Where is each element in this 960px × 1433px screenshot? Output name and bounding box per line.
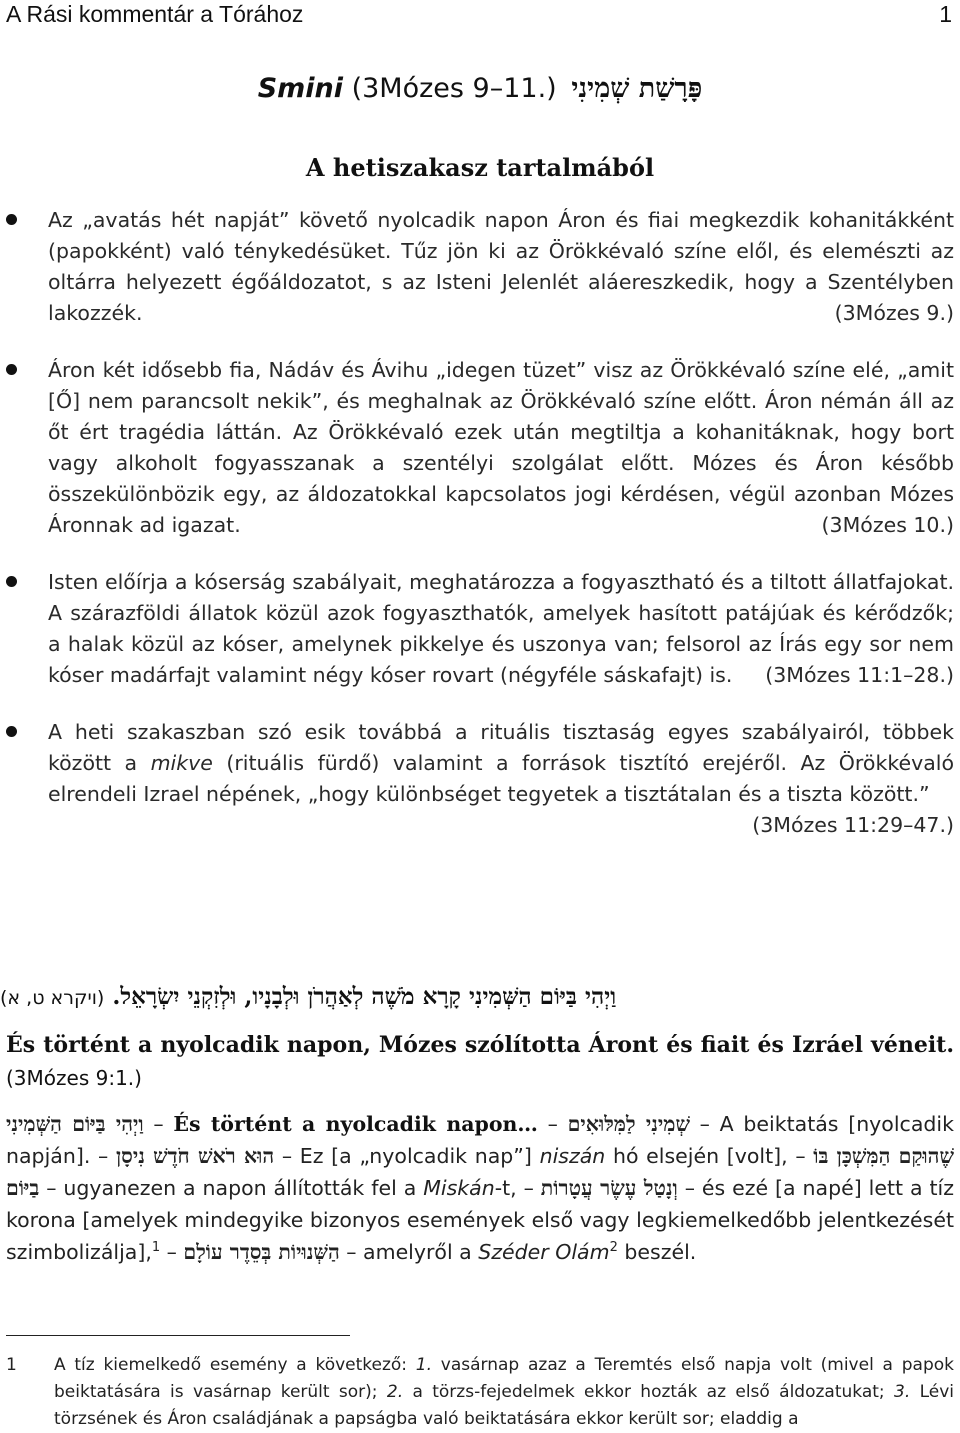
- commentary-text: beszél.: [617, 1240, 697, 1264]
- footnote-item: [6, 1352, 954, 1433]
- commentary-hebrew: שְׁמִינִי לַמִּלּוּאִים: [567, 1112, 690, 1136]
- commentary-hebrew: הַשְּׁנוּיוֹת בְּסֵדֶר עוֹלָם: [183, 1240, 340, 1264]
- translation-text: És történt a nyolcadik napon, Mózes szólította Áront és fiait és Izráel véneit.: [6, 1032, 954, 1058]
- section-heading: A hetiszakasz tartalmából: [305, 153, 655, 182]
- commentary-text: ugyanezen a napon állították fel a: [63, 1176, 424, 1200]
- commentary-text: és ezé [a napé] lett a tíz korona [amelyek mindegyike bizonyos események első vagy legkiemelkedőbb jelentkezését szimbolizálja],: [6, 1176, 954, 1264]
- list-item-ref: (3Mózes 10.): [821, 513, 954, 537]
- list-item-text: Isten előírja a kóserság szabályait, meghatározza a fogyasztható és a tiltott állatfajokat. A szárazföldi állatok közül azok fogyaszthatók, amelyek hasított patájúak és kérődzők; a halak közül az kóser, amelynek pikkelye és uszonya van; felsorol az Írás egy sor nem kóser madárfajt valamint négy kóser rovart (négyféle sáskafajt) is.: [48, 570, 954, 687]
- bullet-icon: [6, 576, 17, 587]
- list-item-ref: (3Mózes 9.): [834, 301, 954, 325]
- list-item-text: Az „avatás hét napját” követő nyolcadik napon Áron és fiai megkezdik kohanitákként (papokként) való ténykedésüket. Tűz jön ki az Örökkévaló színe elől, és elemészti az oltárra helyezett égőáldozatot, s az Isteni Jelenlét aláereszkedik, hogy a Szentélyben lakozzék.: [48, 208, 954, 325]
- footnote-text: A tíz kiemelkedő esemény a következő:: [54, 1355, 416, 1375]
- list-item-text: Áron két idősebb fia, Nádáv és Ávihu „idegen tüzet” visz az Örökkévaló színe elé, „amit [Ő] nem parancsolt nekik”, és meghalnak az Örökkévaló színe előtt. Áron némán áll az őt ért tragédia láttán. Az Örökkévaló ezek után megtiltja a kohanitáknak, hogy bort vagy alkoholt fogyasszanak a szentélyi szolgálat előtt. Mózes és Áron később összekülönbözik egy, az áldozatokkal kapcsolatos jogi kérdésen, végül azonban Mózes Áronnak ad igazat.: [48, 358, 954, 537]
- parasha-name: Smini: [257, 73, 343, 104]
- verse-ref: (ויקרא ט, א): [0, 987, 105, 1009]
- footnote-number: 1: [6, 1355, 17, 1375]
- commentary-hebrew: וְנָטַל עֶשֶׂר עֲטָרוֹת: [540, 1176, 678, 1200]
- hebrew-verse: [0, 980, 954, 1015]
- footnote-marker[interactable]: 2: [609, 1240, 618, 1256]
- commentary-text: Ez [a „nyolcadik nap”]: [299, 1144, 540, 1168]
- list-item-text-cont: (rituális fürdő) valamint a források tisztító erejéről. Az Örökkévaló elrendeli Izrael népének, „hogy különbséget tegyetek a tisztátalan és a tiszta között.”: [48, 751, 954, 806]
- footnote-num: 3.: [894, 1382, 911, 1402]
- page-number: 1: [939, 1, 952, 27]
- footnote-text: vasárnap azaz a Teremtés első napja volt (mivel a papok beiktatására is vasárnap került sor);: [54, 1355, 954, 1402]
- list-item-italic: mikve: [150, 751, 213, 775]
- commentary-italic: Miskán: [423, 1176, 495, 1200]
- verse-translation: [6, 1029, 954, 1095]
- parasha-hebrew: פָּרָשַׁת שְׁמִינִי: [571, 73, 703, 104]
- footnote-marker[interactable]: 1: [151, 1240, 161, 1256]
- commentary-italic: niszán: [539, 1144, 606, 1168]
- commentary-hebrew: שֶׁהוּקַם הַמִּשְׁכָּן בּוֹ בַיּוֹם: [6, 1144, 954, 1200]
- translation-ref: (3Mózes 9:1.): [6, 1066, 142, 1090]
- footnotes: [6, 1352, 954, 1433]
- list-item-ref: (3Mózes 11:29–47.): [752, 813, 954, 837]
- header-title: A Rási kommentár a Tórához: [6, 1, 304, 27]
- commentary-text: hó elsején [volt],: [605, 1144, 788, 1168]
- list-item: [0, 567, 960, 691]
- parasha-ref: (3Mózes 9–11.): [351, 73, 557, 104]
- footnote-num: 1.: [415, 1355, 433, 1375]
- commentary-text: -t,: [494, 1176, 517, 1200]
- commentary-hebrew: הוּא רֹאשׁ חֹדֶשׁ נִיסָן: [115, 1144, 275, 1168]
- bullet-icon: [6, 214, 17, 225]
- summary-list: [0, 205, 960, 841]
- parasha-title: [0, 72, 960, 106]
- verse-text: וַיְהִי בַּיּוֹם הַשְּׁמִינִי קָרָא מֹשֶׁה לְאַהֲרֹן וּלְבָנָיו, וּלְזִקְנֵי יִשְׂרָאֵל.: [112, 983, 617, 1010]
- footnote-num: 2.: [386, 1382, 404, 1402]
- list-item: [0, 355, 960, 541]
- lemma-hebrew: וַיְהִי בַּיּוֹם הַשְּׁמִינִי: [6, 1112, 144, 1136]
- bullet-icon: [6, 364, 17, 375]
- lemma-translation: És történt a nyolcadik napon…: [173, 1112, 538, 1136]
- rashi-commentary: וַיְהִי בַּיּוֹם הַשְּׁמִינִי – És történt a nyolcadik napon… – שְׁמִינִי לַמִּלּוּאִים – A beiktatás [nyolcadik napján]. – הוּא רֹאשׁ חֹדֶשׁ נִיסָן – Ez [a „nyolcadik nap”] niszán hó elsején [volt], – שֶׁהוּקַם הַמִּשְׁכָּן בּוֹ בַיּוֹם – ugyanezen a napon állították fel a Miskán-t, – וְנָטַל עֶשֶׂר עֲטָרוֹת – és ezé [a napé] lett a tíz korona [amelyek mindegyike bizonyos események első vagy legkiemelkedőbb jelentkezését szimbolizálja],$^1$ – הַשְּׁנוּיוֹת בְּסֵדֶר עוֹלָם – amelyről a Széder Olám$^2$ beszél.: [6, 1112, 954, 1264]
- footnote-text: Lévi törzsének és Áron családjának a papságba való beiktatására ekkor került sor; eladdig a: [54, 1382, 954, 1429]
- running-header: [6, 0, 952, 34]
- bullet-icon: [6, 726, 17, 737]
- list-item: [0, 717, 960, 837]
- commentary-text: amelyről a: [363, 1240, 479, 1264]
- footnote-divider: [6, 1335, 350, 1336]
- commentary-text: A beiktatás [nyolcadik napján].: [6, 1112, 954, 1168]
- footnote-text: a törzs-fejedelmek ekkor hozták az első áldozatukat;: [403, 1382, 894, 1402]
- list-item-text: A heti szakaszban szó esik továbbá a rituális tisztaság egyes szabályairól, többek között a: [48, 720, 954, 775]
- list-item: [0, 205, 960, 329]
- list-item-ref: (3Mózes 11:1–28.): [765, 663, 954, 687]
- commentary-italic: Széder Olám: [478, 1240, 610, 1264]
